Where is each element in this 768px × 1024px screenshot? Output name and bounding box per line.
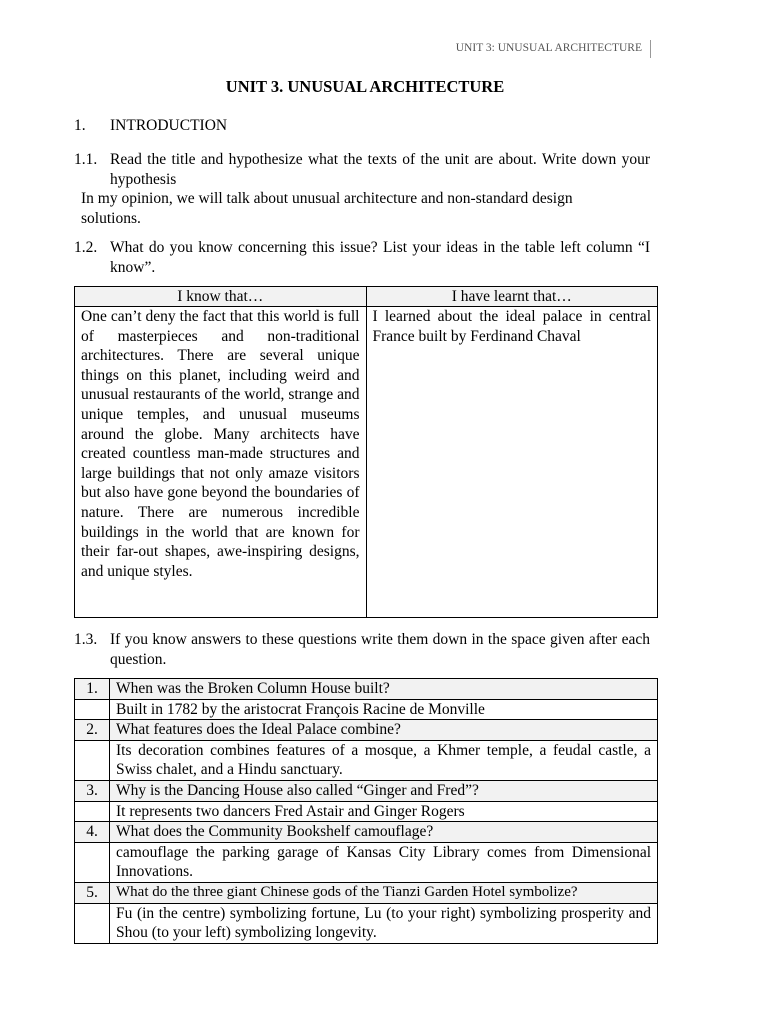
section-number: 1.: [74, 117, 86, 134]
question-row: [75, 720, 658, 741]
answer-text: Built in 1782 by the aristocrat François Racine de Monville: [110, 699, 658, 720]
item-number: 1.2.: [74, 239, 98, 256]
table-header: I have learnt that…: [366, 287, 658, 307]
question-number: 3.: [75, 780, 110, 801]
question-row: [75, 780, 658, 801]
item-prompt: Read the title and hypothesize what the texts of the unit are about. Write down your hypothesis: [110, 151, 650, 188]
question-number: 2.: [75, 720, 110, 741]
item-prompt: What do you know concerning this issue? List your ideas in the table left column “I know”.: [110, 239, 650, 276]
answer-row: [75, 740, 658, 780]
question-row: [75, 822, 658, 843]
answer-text: Its decoration combines features of a mosque, a Khmer temple, a feudal castle, a Swiss chalet, and a Hindu sanctuary.: [110, 740, 658, 780]
questions-table: [74, 678, 658, 944]
answer-row: [75, 842, 658, 882]
question-number: 4.: [75, 822, 110, 843]
running-header: UNIT 3: UNUSUAL ARCHITECTURE: [455, 42, 642, 54]
item-prompt: If you know answers to these questions write them down in the space given after each question.: [110, 631, 650, 668]
question-row: [75, 882, 658, 903]
i-know-cell: One can’t deny the fact that this world is full of masterpieces and non-traditional architectures. There are several unique things on this planet, including weird and unusual restaurants of the world, strange and unique temples, and unusual museums around the globe. Many architects have created countless man-made structures and large buildings that not only amaze visitors but also have gone beyond the boundaries of nature. There are numerous incredible buildings in the world that are known for their far-out shapes, awe-inspiring designs, and unique styles.: [75, 307, 367, 618]
question-row: [75, 679, 658, 700]
question-number: 1.: [75, 679, 110, 700]
item-number: 1.1.: [74, 151, 98, 168]
item-number: 1.3.: [74, 631, 98, 648]
question-text: Why is the Dancing House also called “Ginger and Fred”?: [110, 780, 658, 801]
answer-row: [75, 801, 658, 822]
answer-row: [75, 699, 658, 720]
question-text: When was the Broken Column House built?: [110, 679, 658, 700]
answer-text: camouflage the parking garage of Kansas City Library comes from Dimensional Innovations.: [110, 842, 658, 882]
know-learnt-table: [74, 286, 658, 618]
answer-row: [75, 903, 658, 943]
question-text: What features does the Ideal Palace combine?: [110, 720, 658, 741]
table-header: I know that…: [75, 287, 367, 307]
section-heading: INTRODUCTION: [110, 117, 228, 134]
answer-text: Fu (in the centre) symbolizing fortune, Lu (to your right) symbolizing prosperity and Shou (to your left) symbolizing longevity.: [110, 903, 658, 943]
i-learnt-cell: I learned about the ideal palace in central France built by Ferdinand Chaval: [366, 307, 658, 618]
answer-text: It represents two dancers Fred Astair and Ginger Rogers: [110, 801, 658, 822]
page-title: UNIT 3. UNUSUAL ARCHITECTURE: [225, 77, 505, 96]
header-divider: [650, 40, 651, 58]
question-number: 5.: [75, 882, 110, 903]
question-text: What does the Community Bookshelf camouflage?: [110, 822, 658, 843]
hypothesis-answer: In my opinion, we will talk about unusual architecture and non-standard design solutions.: [81, 190, 573, 227]
question-text: What do the three giant Chinese gods of the Tianzi Garden Hotel symbolize?: [110, 882, 658, 903]
